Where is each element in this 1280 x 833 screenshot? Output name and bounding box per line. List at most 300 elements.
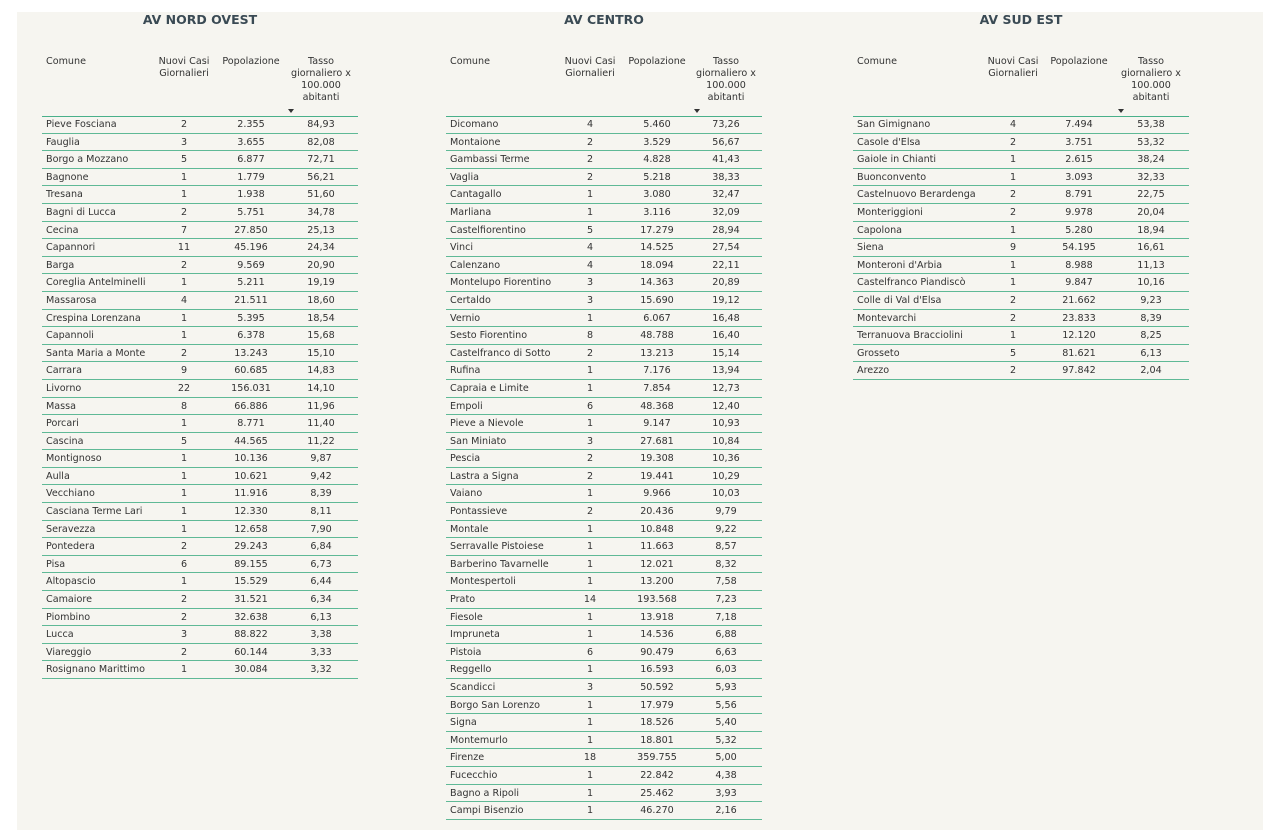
cell-comune: San Miniato xyxy=(450,435,507,447)
cell-casi: 2 xyxy=(1009,136,1017,148)
cell-casi: 4 xyxy=(586,119,594,130)
table-row xyxy=(446,204,762,222)
table-row xyxy=(42,609,358,627)
cell-popolazione: 9.147 xyxy=(643,418,671,430)
cell-popolazione: 19.441 xyxy=(640,470,674,482)
table-row xyxy=(42,556,358,574)
cell-popolazione: 50.592 xyxy=(640,682,674,693)
table-row xyxy=(446,468,762,486)
cell-casi: 1 xyxy=(586,206,594,218)
cell-tasso: 11,40 xyxy=(307,418,335,430)
table-row xyxy=(446,257,762,275)
cell-casi: 1 xyxy=(180,330,188,342)
cell-popolazione: 3.751 xyxy=(1065,136,1093,148)
cell-popolazione: 88.822 xyxy=(234,629,268,641)
cell-tasso: 27,54 xyxy=(712,242,740,254)
table-row xyxy=(446,503,762,521)
cell-comune: Monteroni d'Arbia xyxy=(857,259,943,271)
table-row xyxy=(446,609,762,627)
cell-casi: 1 xyxy=(180,664,188,676)
table-header xyxy=(446,56,762,117)
cell-popolazione: 45.196 xyxy=(234,242,268,254)
cell-popolazione: 25.462 xyxy=(640,787,674,799)
cell-popolazione: 15.690 xyxy=(640,294,674,306)
cell-casi: 2 xyxy=(180,259,188,271)
table-row xyxy=(42,644,358,662)
table-row xyxy=(42,310,358,328)
cell-comune: Pieve Fosciana xyxy=(46,119,117,130)
table-row xyxy=(446,345,762,363)
table-header xyxy=(42,56,358,117)
sort-desc-icon[interactable] xyxy=(694,109,700,113)
cell-casi: 2 xyxy=(1009,312,1017,324)
panel-title: AV NORD OVEST xyxy=(142,12,258,27)
cell-tasso: 16,61 xyxy=(1137,242,1165,254)
cell-tasso: 18,60 xyxy=(307,294,335,306)
cell-comune: Montespertoli xyxy=(450,576,516,588)
cell-tasso: 34,78 xyxy=(307,206,335,218)
cell-tasso: 3,93 xyxy=(715,787,737,799)
cell-popolazione: 18.526 xyxy=(640,717,674,729)
cell-tasso: 32,47 xyxy=(712,189,740,201)
cell-comune: Pescia xyxy=(450,453,481,465)
cell-popolazione: 7.854 xyxy=(643,382,671,394)
cell-tasso: 10,84 xyxy=(712,435,740,447)
cell-tasso: 15,68 xyxy=(307,330,335,342)
cell-casi: 2 xyxy=(586,171,594,183)
cell-popolazione: 15.529 xyxy=(234,576,268,588)
cell-casi: 1 xyxy=(586,189,594,201)
cell-popolazione: 8.791 xyxy=(1065,189,1093,201)
cell-casi: 9 xyxy=(180,365,188,377)
cell-popolazione: 7.494 xyxy=(1065,119,1093,130)
cell-tasso: 5,40 xyxy=(715,717,737,729)
cell-comune: Grosseto xyxy=(857,347,900,359)
cell-popolazione: 2.355 xyxy=(237,119,265,130)
cell-tasso: 6,84 xyxy=(310,541,332,553)
cell-popolazione: 9.569 xyxy=(237,259,265,271)
table-row xyxy=(42,362,358,380)
cell-comune: Castelfranco Piandiscò xyxy=(857,277,966,289)
cell-comune: Cascina xyxy=(46,435,84,447)
cell-popolazione: 13.243 xyxy=(234,347,268,359)
cell-popolazione: 6.067 xyxy=(643,312,671,324)
cell-casi: 1 xyxy=(586,312,594,324)
table-row xyxy=(42,151,358,169)
cell-popolazione: 5.751 xyxy=(237,206,265,218)
cell-tasso: 84,93 xyxy=(307,119,335,130)
cell-tasso: 24,34 xyxy=(307,242,335,254)
cell-casi: 1 xyxy=(586,382,594,394)
table-row xyxy=(42,433,358,451)
cell-tasso: 18,54 xyxy=(307,312,335,324)
table-row xyxy=(446,151,762,169)
cell-casi: 1 xyxy=(180,488,188,500)
cell-tasso: 8,32 xyxy=(715,558,737,570)
column-header-popolazione[interactable]: Popolazione xyxy=(1050,56,1108,67)
cell-comune: Pisa xyxy=(46,558,66,570)
cell-tasso: 8,11 xyxy=(310,506,332,518)
cell-tasso: 11,22 xyxy=(307,435,335,447)
cell-casi: 1 xyxy=(1009,154,1017,166)
table-row xyxy=(42,222,358,240)
cell-casi: 1 xyxy=(586,787,594,799)
cell-casi: 2 xyxy=(1009,206,1017,218)
table-row xyxy=(853,134,1189,152)
cell-tasso: 9,87 xyxy=(310,453,332,465)
column-header-comune[interactable]: Comune xyxy=(46,56,86,67)
table-row xyxy=(853,169,1189,187)
cell-popolazione: 60.144 xyxy=(234,646,268,658)
cell-casi: 1 xyxy=(180,312,188,324)
cell-casi: 1 xyxy=(586,576,594,588)
cell-tasso: 41,43 xyxy=(712,154,740,166)
table-row xyxy=(42,415,358,433)
cell-popolazione: 14.363 xyxy=(640,277,674,289)
cell-casi: 2 xyxy=(586,154,594,166)
column-header-comune[interactable]: Comune xyxy=(857,56,897,67)
cell-comune: Coreglia Antelminelli xyxy=(46,277,146,289)
cell-casi: 8 xyxy=(586,330,594,342)
cell-comune: Montelupo Fiorentino xyxy=(450,277,552,289)
cell-casi: 1 xyxy=(586,541,594,553)
column-header-popolazione[interactable]: Popolazione xyxy=(222,56,280,67)
table-row xyxy=(42,169,358,187)
cell-tasso: 8,57 xyxy=(715,541,737,553)
cell-popolazione: 6.877 xyxy=(237,154,265,166)
table-row xyxy=(42,626,358,644)
cell-casi: 5 xyxy=(180,154,188,166)
cell-popolazione: 3.116 xyxy=(643,206,671,218)
cell-casi: 2 xyxy=(1009,365,1017,377)
cell-popolazione: 12.658 xyxy=(234,523,268,535)
cell-comune: Marliana xyxy=(450,206,492,218)
cell-casi: 11 xyxy=(177,242,191,254)
cell-casi: 9 xyxy=(1009,242,1017,254)
table-row xyxy=(853,186,1189,204)
cell-popolazione: 13.200 xyxy=(640,576,674,588)
sort-desc-icon[interactable] xyxy=(1118,109,1124,113)
cell-popolazione: 16.593 xyxy=(640,664,674,676)
cell-casi: 6 xyxy=(586,646,594,658)
cell-comune: Montale xyxy=(450,523,489,535)
table-row xyxy=(42,345,358,363)
cell-popolazione: 10.136 xyxy=(234,453,268,465)
cell-comune: Terranuova Bracciolini xyxy=(857,330,963,342)
cell-casi: 1 xyxy=(180,277,188,289)
table-row xyxy=(446,521,762,539)
cell-popolazione: 10.848 xyxy=(640,523,674,535)
cell-casi: 1 xyxy=(586,558,594,570)
cell-comune: Campi Bisenzio xyxy=(450,805,524,817)
cell-tasso: 5,32 xyxy=(715,734,737,746)
table-row xyxy=(42,327,358,345)
cell-tasso: 13,94 xyxy=(712,365,740,377)
cell-comune: Buonconvento xyxy=(857,171,927,183)
cell-tasso: 5,00 xyxy=(715,752,737,764)
cell-comune: Castelfranco di Sotto xyxy=(450,347,551,359)
cell-tasso: 18,94 xyxy=(1137,224,1165,236)
cell-comune: Vernio xyxy=(450,312,481,324)
cell-casi: 3 xyxy=(586,435,594,447)
cell-comune: Pistoia xyxy=(450,646,482,658)
cell-tasso: 10,16 xyxy=(1137,277,1165,289)
cell-casi: 2 xyxy=(586,470,594,482)
cell-casi: 1 xyxy=(586,717,594,729)
cell-casi: 3 xyxy=(586,682,594,693)
table-row xyxy=(42,204,358,222)
cell-casi: 1 xyxy=(586,611,594,623)
table-row xyxy=(42,274,358,292)
cell-casi: 3 xyxy=(586,277,594,289)
table-row xyxy=(42,292,358,310)
cell-tasso: 7,90 xyxy=(310,523,332,535)
table-row xyxy=(446,362,762,380)
table-row xyxy=(42,186,358,204)
table-row xyxy=(853,204,1189,222)
cell-popolazione: 17.279 xyxy=(640,224,674,236)
cell-tasso: 22,11 xyxy=(712,259,740,271)
cell-casi: 2 xyxy=(586,136,594,148)
cell-popolazione: 8.988 xyxy=(1065,259,1093,271)
cell-casi: 4 xyxy=(1009,119,1017,130)
cell-tasso: 6,34 xyxy=(310,594,332,606)
cell-comune: Montevarchi xyxy=(857,312,917,324)
cell-popolazione: 3.655 xyxy=(237,136,265,148)
cell-popolazione: 5.218 xyxy=(643,171,671,183)
cell-tasso: 82,08 xyxy=(307,136,335,148)
cell-comune: Livorno xyxy=(46,382,82,394)
cell-tasso: 2,16 xyxy=(715,805,737,817)
table-row xyxy=(446,802,762,820)
cell-casi: 2 xyxy=(1009,189,1017,201)
cell-comune: Bagnone xyxy=(46,171,89,183)
cell-casi: 18 xyxy=(583,752,597,764)
cell-popolazione: 359.755 xyxy=(637,752,677,764)
cell-comune: Montemurlo xyxy=(450,734,508,746)
cell-casi: 1 xyxy=(586,523,594,535)
column-header-popolazione[interactable]: Popolazione xyxy=(628,56,686,67)
column-header-casi[interactable]: Nuovi Casi Giornalieri xyxy=(564,56,616,79)
cell-casi: 4 xyxy=(586,242,594,254)
cell-comune: Reggello xyxy=(450,664,492,676)
table-row xyxy=(446,626,762,644)
table-body xyxy=(446,116,762,820)
cell-popolazione: 18.094 xyxy=(640,259,674,271)
table-row xyxy=(446,591,762,609)
cell-comune: Vaglia xyxy=(450,171,479,183)
cell-casi: 1 xyxy=(180,576,188,588)
table-row xyxy=(446,186,762,204)
cell-tasso: 6,13 xyxy=(1140,347,1162,359)
table-row xyxy=(853,116,1189,134)
table-row xyxy=(853,310,1189,328)
cell-comune: Capannori xyxy=(46,242,96,254)
cell-casi: 2 xyxy=(586,506,594,518)
cell-tasso: 19,12 xyxy=(712,294,740,306)
cell-popolazione: 3.093 xyxy=(1065,171,1093,183)
column-header-casi[interactable]: Nuovi Casi Giornalieri xyxy=(987,56,1039,79)
cell-popolazione: 29.243 xyxy=(234,541,268,553)
cell-casi: 1 xyxy=(586,488,594,500)
cell-tasso: 3,38 xyxy=(310,629,332,641)
cell-casi: 2 xyxy=(180,206,188,218)
cell-comune: Rufina xyxy=(450,365,481,377)
cell-tasso: 16,48 xyxy=(712,312,740,324)
cell-comune: Vinci xyxy=(450,242,474,254)
cell-casi: 1 xyxy=(180,470,188,482)
cell-comune: Castelfiorentino xyxy=(450,224,526,236)
cell-popolazione: 48.788 xyxy=(640,330,674,342)
cell-casi: 3 xyxy=(180,136,188,148)
cell-tasso: 6,44 xyxy=(310,576,332,588)
cell-comune: Arezzo xyxy=(857,365,890,377)
table-row xyxy=(446,415,762,433)
cell-comune: Fauglia xyxy=(46,136,80,148)
cell-tasso: 9,23 xyxy=(1140,294,1162,306)
cell-comune: Cecina xyxy=(46,224,79,236)
table-row xyxy=(853,222,1189,240)
table-row xyxy=(446,169,762,187)
cell-tasso: 3,32 xyxy=(310,664,332,676)
table-row xyxy=(42,661,358,679)
cell-casi: 4 xyxy=(586,259,594,271)
table-row xyxy=(446,767,762,785)
cell-casi: 1 xyxy=(1009,259,1017,271)
cell-tasso: 6,63 xyxy=(715,646,737,658)
cell-comune: Altopascio xyxy=(46,576,96,588)
cell-popolazione: 23.833 xyxy=(1062,312,1096,324)
cell-popolazione: 2.615 xyxy=(1065,154,1093,166)
cell-comune: Monteriggioni xyxy=(857,206,923,218)
cell-tasso: 9,42 xyxy=(310,470,332,482)
cell-tasso: 20,04 xyxy=(1137,206,1165,218)
table-row xyxy=(42,239,358,257)
cell-popolazione: 12.120 xyxy=(1062,330,1096,342)
table-row xyxy=(42,521,358,539)
cell-popolazione: 20.436 xyxy=(640,506,674,518)
column-header-comune[interactable]: Comune xyxy=(450,56,490,67)
cell-tasso: 7,58 xyxy=(715,576,737,588)
cell-comune: Vaiano xyxy=(450,488,483,500)
cell-tasso: 2,04 xyxy=(1140,365,1162,377)
cell-popolazione: 1.779 xyxy=(237,171,265,183)
table-row xyxy=(446,679,762,697)
table-row xyxy=(446,116,762,134)
cell-tasso: 16,40 xyxy=(712,330,740,342)
cell-casi: 1 xyxy=(180,418,188,430)
cell-popolazione: 44.565 xyxy=(234,435,268,447)
cell-comune: Seravezza xyxy=(46,523,96,535)
cell-tasso: 5,93 xyxy=(715,682,737,693)
table-row xyxy=(42,398,358,416)
cell-popolazione: 4.828 xyxy=(643,154,671,166)
sort-desc-icon[interactable] xyxy=(288,109,294,113)
cell-casi: 2 xyxy=(1009,294,1017,306)
cell-casi: 1 xyxy=(586,365,594,377)
cell-popolazione: 8.771 xyxy=(237,418,265,430)
table-row xyxy=(42,450,358,468)
cell-tasso: 8,39 xyxy=(1140,312,1162,324)
cell-popolazione: 32.638 xyxy=(234,611,268,623)
cell-comune: Piombino xyxy=(46,611,91,623)
cell-comune: Lastra a Signa xyxy=(450,470,519,482)
cell-tasso: 22,75 xyxy=(1137,189,1165,201)
cell-comune: Tresana xyxy=(46,189,83,201)
table-row xyxy=(446,310,762,328)
cell-tasso: 6,03 xyxy=(715,664,737,676)
cell-casi: 3 xyxy=(180,629,188,641)
cell-casi: 2 xyxy=(586,347,594,359)
cell-comune: Impruneta xyxy=(450,629,500,641)
cell-tasso: 11,13 xyxy=(1137,259,1165,271)
column-header-tasso[interactable]: Tasso giornaliero x 100.000 abitanti xyxy=(291,56,351,103)
cell-casi: 4 xyxy=(180,294,188,306)
cell-comune: Barberino Tavarnelle xyxy=(450,558,549,570)
cell-casi: 14 xyxy=(583,594,597,606)
cell-tasso: 19,19 xyxy=(307,277,335,289)
table-row xyxy=(853,239,1189,257)
cell-popolazione: 60.685 xyxy=(234,365,268,377)
cell-comune: Colle di Val d'Elsa xyxy=(857,294,942,306)
cell-casi: 1 xyxy=(180,506,188,518)
table-row xyxy=(446,573,762,591)
cell-comune: Capannoli xyxy=(46,330,94,342)
cell-tasso: 8,25 xyxy=(1140,330,1162,342)
column-header-casi[interactable]: Nuovi Casi Giornalieri xyxy=(158,56,210,79)
cell-comune: Prato xyxy=(450,594,476,606)
cell-tasso: 4,38 xyxy=(715,769,737,781)
table-row xyxy=(853,274,1189,292)
cell-comune: Viareggio xyxy=(46,646,92,658)
cell-comune: Capolona xyxy=(857,224,903,236)
cell-casi: 2 xyxy=(180,541,188,553)
table-row xyxy=(42,380,358,398)
cell-casi: 3 xyxy=(586,294,594,306)
cell-comune: Signa xyxy=(450,717,477,729)
cell-comune: Crespina Lorenzana xyxy=(46,312,141,324)
table-header xyxy=(853,56,1189,117)
cell-popolazione: 9.847 xyxy=(1065,277,1093,289)
cell-casi: 1 xyxy=(180,171,188,183)
table-row xyxy=(42,573,358,591)
cell-popolazione: 5.395 xyxy=(237,312,265,324)
column-header-tasso[interactable]: Tasso giornaliero x 100.000 abitanti xyxy=(696,56,756,103)
cell-popolazione: 7.176 xyxy=(643,365,671,377)
cell-comune: Sesto Fiorentino xyxy=(450,330,528,342)
table-row xyxy=(446,785,762,803)
table-body xyxy=(853,116,1189,380)
cell-popolazione: 18.801 xyxy=(640,734,674,746)
cell-casi: 1 xyxy=(1009,171,1017,183)
cell-comune: Fucecchio xyxy=(450,769,498,781)
cell-popolazione: 9.966 xyxy=(643,488,671,500)
cell-tasso: 10,36 xyxy=(712,453,740,465)
table-row xyxy=(42,134,358,152)
cell-tasso: 53,32 xyxy=(1137,136,1165,148)
cell-casi: 2 xyxy=(180,611,188,623)
cell-comune: Massarosa xyxy=(46,294,97,306)
cell-casi: 8 xyxy=(180,400,188,412)
cell-comune: Capraia e Limite xyxy=(450,382,529,394)
column-header-tasso[interactable]: Tasso giornaliero x 100.000 abitanti xyxy=(1121,56,1181,103)
cell-comune: Dicomano xyxy=(450,119,499,130)
cell-tasso: 7,18 xyxy=(715,611,737,623)
cell-tasso: 15,10 xyxy=(307,347,335,359)
cell-comune: Aulla xyxy=(46,470,70,482)
cell-comune: Castelnuovo Berardenga xyxy=(857,189,976,201)
cell-comune: Pontedera xyxy=(46,541,95,553)
